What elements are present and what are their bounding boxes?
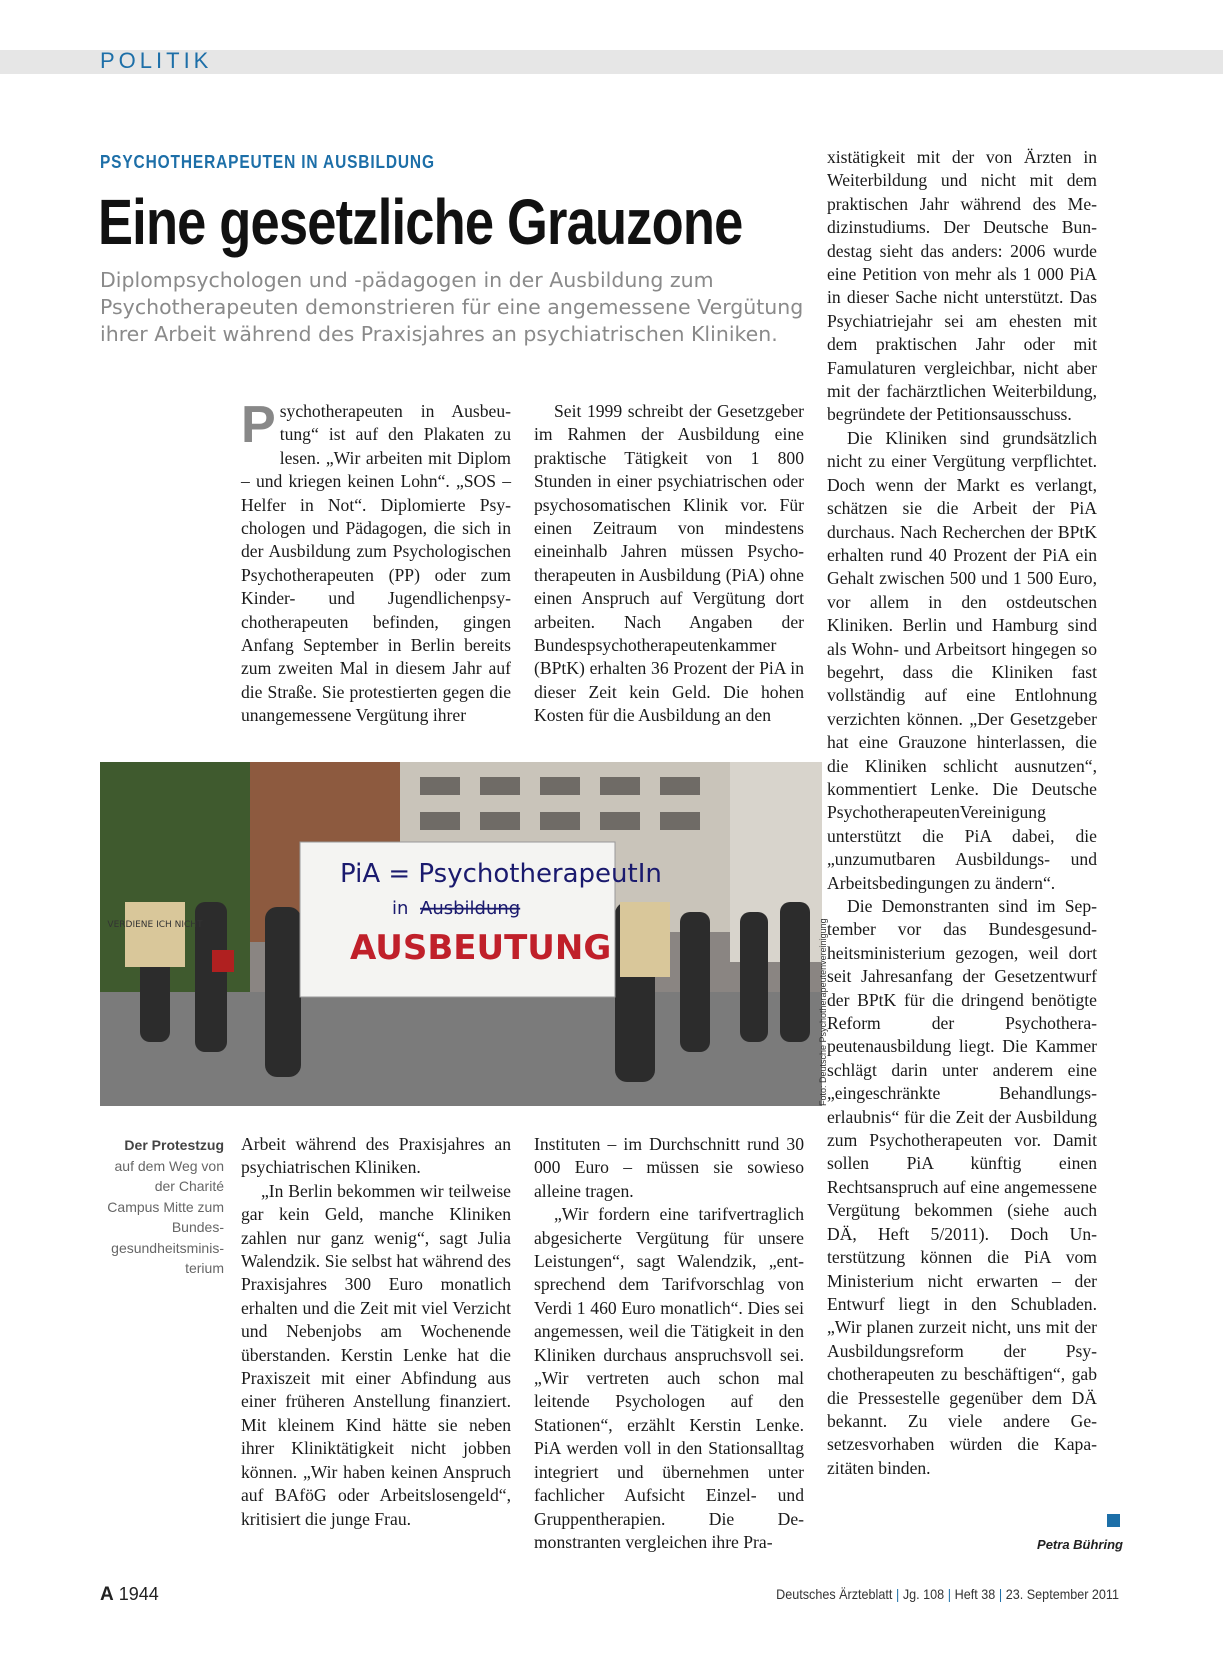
page-number bbox=[100, 1584, 159, 1606]
banner-struck: Ausbildung bbox=[420, 898, 521, 919]
journal-footer: Deutsches Ärzteblatt | Jg. 108 | Heft 38 | 23. September 2011 bbox=[776, 1586, 1119, 1602]
banner-main: AUSBEUTUNG bbox=[350, 928, 612, 968]
column-1-bottom-paragraph-2: „In Berlin bekommen wir teilweise gar kein Geld, manche Kliniken zahlen nur ganz wenig“, sagt Julia Walendzik. Sie selbst hat während des Praxisjahres 300 Euro monatlich erhalten und die Zeit mit viel Verzicht und Nebenjobs am Wochenende überstanden. Kerstin Lenke hat die Praxiszeit mit einer Abfindung aus einer früheren Anstellung finanziert. Mit kleinem Kind hätte sie neben ihrer Kliniktätigkeit nicht jobben können. „Wir haben keinen Anspruch auf BAföG oder Arbeitslosengeld“, kritisiert die junge Frau. bbox=[241, 1180, 511, 1529]
column-3-paragraph-3: Die Demonstranten sind im September vor das Bundesgesundheitsministerium gezogen, weil dort seit Jahresanfang der Gesetzentwurf der BPtK für die dringend benötigte Reform der Psychotherapeutenausbildung liegt. Die Kammer schlägt darin unter anderem eine „eingeschränkte Behandlungserlaubnis“ für die Zeit der Ausbildung zum Psychotherapeuten vor. Damit sollen PiA künftig einen Rechtsanspruch auf eine angemessene Vergütung bekommen (siehe auch DÄ, Heft 5/2011). Doch Unterstützung können die PiA vom Ministerium nicht erwarten – der Entwurf liegt in den Schubladen. „Wir planen zurzeit nicht, uns mit der Ausbildungsreform der Psychotherapeuten zu beschäftigen“, gab die Pressestelle gegenüber dem DÄ bekannt. Zu viele andere Gesetzesvorhaben würden die Kapazitäten binden. bbox=[827, 896, 1097, 1478]
banner-line-1: PiA = PsychotherapeutIn bbox=[340, 859, 662, 889]
drop-cap: P bbox=[241, 396, 276, 454]
journal-issue: Heft 38 bbox=[954, 1586, 996, 1602]
column-2-bottom bbox=[534, 1133, 804, 1554]
column-3-paragraph-1: xistätigkeit mit der von Ärzten in Weiterbildung und nicht mit dem praktischen Jahr während des Medizinstudiums. Der Deutsche Bundestag sieht das anders: 2006 wurde eine Petition von mehr als 1 000 PiA in dieser Sache nicht unterstützt. Das Psychiatriejahr sei am ehesten mit dem praktischen Jahr oder mit Famulaturen vergleichbar, nicht aber mit der fachärztlichen Weiterbildung, begründete der Petitionsausschuss. bbox=[827, 147, 1097, 425]
column-1-top bbox=[241, 396, 511, 728]
column-1-top-text: sychotherapeuten in Ausbeutung“ ist auf den Plakaten zu lesen. „Wir arbeiten mit Diplom – und kriegen keinen Lohn“. „SOS – Helfer in Not“. Diplomierte Psychologen und Pädagogen, die sich in der Ausbildung zum Psychologischen Psychotherapeuten (PP) oder zum Kinder- und Jugendlichenpsychotherapeuten befinden, gingen Anfang September in Berlin bereits zum zweiten Mal in diesem Jahr auf die Straße. Sie protestierten gegen die unangemessene Vergütung ihrer bbox=[241, 401, 511, 726]
page-prefix: A bbox=[100, 1584, 114, 1605]
column-1-bottom-paragraph-1: Arbeit während des Praxisjahres an psychiatrischen Kliniken. bbox=[241, 1134, 511, 1178]
protest-photo bbox=[100, 762, 822, 1106]
photo-credit: Foto: Deutsche Psychotherapeutenvereinigung bbox=[818, 918, 828, 1106]
article-end-marker bbox=[1107, 1514, 1120, 1527]
column-3-paragraph-2: Die Kliniken sind grundsätzlich nicht zu einer Vergütung verpflichtet. Doch wenn der Markt es verlangt, schätzen sie die Arbeit der PiA durchaus. Nach Recherchen der BPtK erhalten rund 40 Prozent der PiA ein Gehalt zwischen 500 und 1 500 Euro, vor allem in den ostdeutschen Kliniken. Berlin und Hamburg sind als Wohn- und Arbeitsort hingegen so begehrt, dass die Kliniken fast vollständig auf eine Entlohnung verzichten können. „Der Gesetzgeber hat eine Grauzone hinterlassen, die die Kliniken schlicht ausnutzen“, kommentiert Lenke. Die Deutsche PsychotherapeutenVereinigung unterstützt die PiA dabei, die „unzumutbaren Ausbildungs- und Arbeitsbedingungen zu ändern“. bbox=[827, 427, 1097, 893]
column-2-top-text: Seit 1999 schreibt der Gesetzgeber im Rahmen der Ausbildung eine praktische Tätigkeit von 1 800 Stunden in einer psychiatrischen oder psychosomatischen Klinik vor. Für einen Zeitraum von mindestens eineinhalb Jahren müssen Psychotherapeuten in Ausbildung (PiA) ohne einen Anspruch auf Vergütung dort arbeiten. Nach Angaben der Bundespsychotherapeutenkammer (BPtK) erhalten 36 Prozent der PiA in dieser Zeit kein Geld. Die hohen Kosten für die Ausbildung an den bbox=[534, 401, 804, 726]
photo-illustration bbox=[100, 762, 822, 1106]
sign-left-text: VERDIENE ICH NICHT bbox=[107, 920, 203, 930]
caption-text: auf dem Weg von der Charité Campus Mitte zum Bundesgesundheitsministerium bbox=[107, 1157, 224, 1276]
article-title: Eine gesetzliche Grauzone bbox=[98, 186, 743, 258]
page-number-value: 1944 bbox=[118, 1584, 159, 1604]
journal-name: Deutsches Ärzteblatt bbox=[776, 1586, 893, 1602]
banner-in: in bbox=[392, 898, 409, 919]
article-lead: Diplompsychologen und -pädagogen in der Ausbildung zum Psychotherapeuten demonstrieren für eine angemessene Vergütung ihrer Arbeit während des Praxisjahres an psychiatrischen Kliniken. bbox=[100, 268, 804, 346]
article-author: Petra Bühring bbox=[1037, 1537, 1123, 1552]
caption-title: Der Protestzug bbox=[124, 1137, 224, 1153]
section-label: POLITIK bbox=[100, 48, 213, 73]
column-1-bottom bbox=[241, 1133, 511, 1531]
journal-volume: Jg. 108 bbox=[902, 1586, 945, 1602]
photo-caption bbox=[100, 1135, 224, 1279]
column-2-bottom-paragraph-1: Instituten – im Durchschnitt rund 30 000 Euro – müssen sie sowieso alleine tragen. bbox=[534, 1134, 804, 1201]
article-kicker: PSYCHOTHERAPEUTEN IN AUSBILDUNG bbox=[100, 152, 435, 172]
column-3 bbox=[827, 146, 1097, 1480]
column-2-top bbox=[534, 400, 804, 728]
column-2-bottom-paragraph-2: „Wir fordern eine tarifvertraglich abgesicherte Vergütung für unsere Leistungen“, sagt Walendzik, „entsprechend dem Tarifvorschlag von Verdi 1 460 Euro monatlich“. Dies sei angemessen, weil die Tätigkeit in den Kliniken durchaus anspruchsvoll sei. „Wir vertreten auch schon mal leitende Psychologen auf den Stationen“, erzählt Kerstin Lenke. PiA werden voll in den Stationsalltag integriert und übernehmen unter fachlicher Aufsicht Einzel- und Gruppentherapien. Die Demonstranten vergleichen ihre Pra- bbox=[534, 1204, 804, 1552]
journal-date: 23. September 2011 bbox=[1005, 1586, 1119, 1602]
